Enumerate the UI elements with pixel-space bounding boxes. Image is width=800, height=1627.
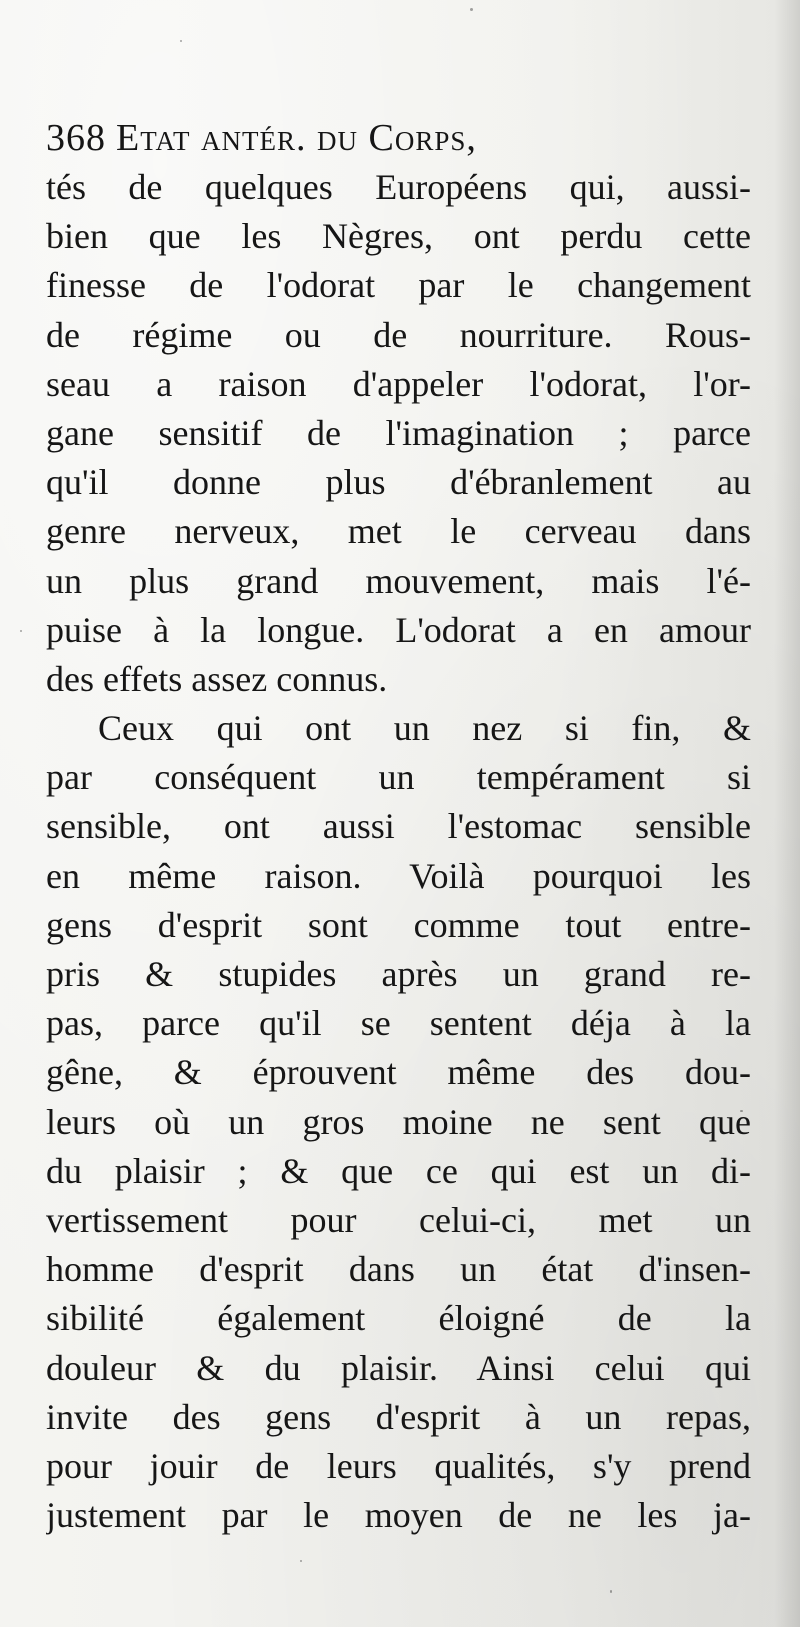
text-line: pris & stupides après un grand re- — [46, 954, 751, 994]
paper-speck — [740, 1110, 743, 1112]
text-line: par conséquent un tempérament si — [46, 757, 751, 798]
paper-speck — [180, 40, 182, 42]
text-line: qu'il donne plus d'ébranlement au — [46, 462, 751, 503]
text-line: sensible, ont aussi l'estomac sensible — [46, 806, 751, 847]
text-line: gens d'esprit sont comme tout entre- — [46, 904, 751, 945]
paper-speck — [610, 1590, 612, 1593]
text-line: gêne, & éprouvent même des dou- — [46, 1052, 751, 1093]
text-line: vertissement pour celui-ci, met un — [46, 1199, 751, 1240]
page-edge-shadow — [774, 0, 800, 1627]
text-line: sibilité également éloigné de la — [46, 1298, 751, 1339]
text-line: en même raison. Voilà pourquoi les — [46, 855, 751, 896]
paragraph-1 — [46, 163, 751, 704]
text-line: finesse de l'odorat par le changement — [46, 265, 751, 306]
text-line: un plus grand mouvement, mais l'é- — [46, 560, 751, 601]
text-line: du plaisir ; & que ce qui est un di- — [46, 1150, 751, 1191]
running-title: Etat antér. du Corps, — [116, 117, 477, 159]
body-text — [46, 163, 751, 1536]
page-number: 368 — [46, 117, 106, 159]
running-header — [46, 112, 746, 164]
text-line: des effets assez connus. — [46, 658, 388, 699]
text-line: gane sensitif de l'imagination ; parce — [46, 412, 751, 453]
text-line: tés de quelques Européens qui, aussi- — [46, 167, 751, 207]
text-line: bien que les Nègres, ont perdu cette — [46, 216, 751, 257]
text-line: pas, parce qu'il se sentent déja à la — [46, 1003, 751, 1044]
text-line: invite des gens d'esprit à un repas, — [46, 1396, 751, 1437]
text-line: pour jouir de leurs qualités, s'y prend — [46, 1445, 751, 1486]
text-line: douleur & du plaisir. Ainsi celui qui — [46, 1347, 751, 1388]
paragraph-2 — [46, 704, 751, 1540]
text-line: puise à la longue. L'odorat a en amour — [46, 609, 751, 650]
paper-speck — [20, 630, 22, 632]
text-line: de régime ou de nourriture. Rous- — [46, 314, 751, 355]
text-line: leurs où un gros moine ne sent que — [46, 1101, 751, 1142]
text-line: seau a raison d'appeler l'odorat, l'or- — [46, 363, 751, 404]
paper-speck — [300, 1560, 302, 1562]
paper-speck — [470, 8, 473, 11]
text-line: genre nerveux, met le cerveau dans — [46, 511, 751, 552]
text-line: Ceux qui ont un nez si fin, & — [98, 708, 751, 749]
text-line: homme d'esprit dans un état d'insen- — [46, 1249, 751, 1290]
text-line: justement par le moyen de ne les ja- — [46, 1495, 751, 1536]
